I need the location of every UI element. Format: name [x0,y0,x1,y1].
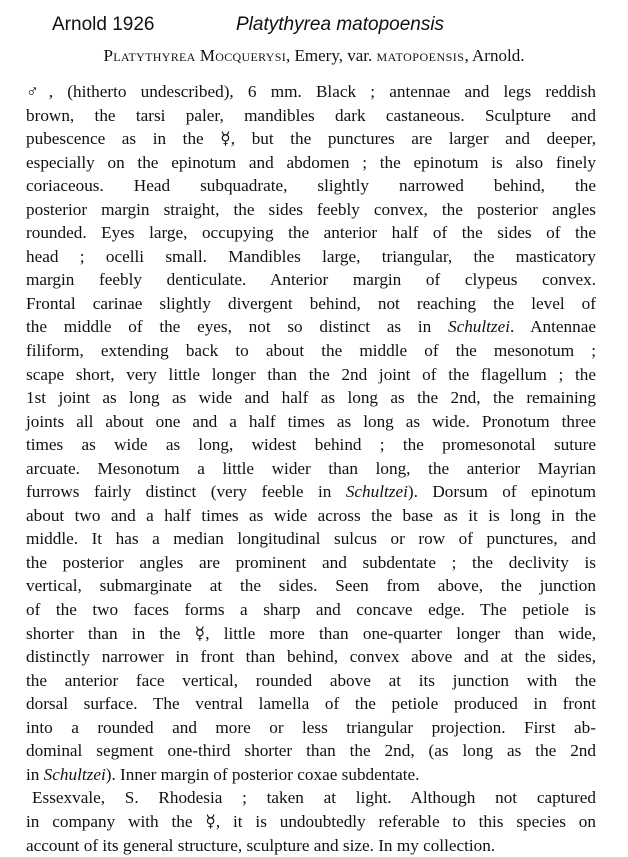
title-variety: MATOPOENSIS [377,50,465,64]
text-segment: coriaceous. Head subquadrate, slightly narrowed behind, the [26,176,596,195]
title-species: Mocquerysi [200,46,286,65]
text-line [26,433,596,457]
text-segment: brown, the tarsi paler, mandibles dark castaneous. Sculpture and [26,106,596,125]
text-segment: shorter than in the ☿, little more than one-quarter longer than wide, [26,624,596,643]
italic-text: Schultzei [448,317,510,336]
text-segment: dorsal surface. The ventral lamella of the petiole produced in front [26,694,596,713]
title-variety-author: , Arnold. [464,46,524,65]
text-line [26,315,596,339]
text-line [26,386,596,410]
text-line [26,692,596,716]
text-line [26,669,596,693]
text-segment: posterior margin straight, the sides feebly convex, the posterior angles [26,200,596,219]
text-line [26,410,596,434]
italic-text: Schultzei [44,765,106,784]
text-line [26,598,596,622]
text-line [26,622,596,646]
text-segment: about two and a half times as wide across the base as it is long in the [26,506,596,525]
taxon-title [0,45,628,68]
text-segment: distinctly narrower in front than behind, convex above and at the sides, [26,647,596,666]
text-line [26,480,596,504]
text-line [26,645,596,669]
text-line [26,221,596,245]
text-line [26,504,596,528]
text-segment: vertical, submarginate at the sides. Seen from above, the junction [26,576,596,595]
text-line [26,127,596,151]
header-author-year: Arnold 1926 [52,13,154,37]
text-line [26,198,596,222]
title-authority: , Emery, var. [286,46,376,65]
text-line [26,174,596,198]
text-line [26,339,596,363]
text-line [26,763,596,787]
text-line [26,574,596,598]
text-segment: middle. It has a median longitudinal sulcus or row of punctures, and [26,529,596,548]
text-line [26,245,596,269]
text-line [26,834,596,857]
text-segment: the anterior face vertical, rounded above at its junction with the [26,671,596,690]
text-segment: ). Inner margin of posterior coxae subdentate. [106,765,420,784]
text-segment: in [26,765,44,784]
text-line [26,151,596,175]
title-genus: Platythyrea [104,46,196,65]
text-segment: head ; ocelli small. Mandibles large, triangular, the masticatory [26,247,596,266]
text-segment: filiform, extending back to about the middle of the mesonotum ; [26,341,596,360]
text-segment: scape short, very little longer than the 2nd joint of the flagellum ; the [26,365,596,384]
text-segment: Frontal carinae slightly divergent behind, not reaching the level of [26,294,596,313]
text-line [26,268,596,292]
text-segment: 1st joint as long as wide and half as long as the 2nd, the remaining [26,388,596,407]
text-segment: dominal segment one-third shorter than the 2nd, (as long as the 2nd [26,741,596,760]
text-segment: joints all about one and a half times as long as wide. Pronotum three [26,412,596,431]
text-line [26,363,596,387]
text-line [26,786,596,810]
text-line [26,292,596,316]
text-line [26,457,596,481]
text-segment: furrows fairly distinct (very feeble in [26,482,346,501]
text-segment: arcuate. Mesonotum a little wider than long, the anterior Mayrian [26,459,596,478]
text-segment: of the two faces forms a sharp and concave edge. The petiole is [26,600,596,619]
text-segment: ). Dorsum of epinotum [408,482,596,501]
text-line [26,527,596,551]
text-segment: the posterior angles are prominent and subdentate ; the declivity is [26,553,596,572]
text-segment: in company with the ☿, it is undoubtedly referable to this species on [26,812,596,831]
text-segment: account of its general structure, sculpture and size. In my collection. [26,836,495,855]
text-line [26,551,596,575]
text-line [26,80,596,104]
text-segment: . Antennae [510,317,596,336]
header-species-name: Platythyrea matopoensis [236,13,444,37]
text-segment: into a rounded and more or less triangular projection. First ab- [26,718,596,737]
text-line [26,104,596,128]
italic-text: Schultzei [346,482,408,501]
text-segment: times as wide as long, widest behind ; the promesonotal suture [26,435,596,454]
text-segment: rounded. Eyes large, occupying the anterior half of the sides of the [26,223,596,242]
text-line [26,739,596,763]
text-line [26,716,596,740]
text-line [26,810,596,834]
text-segment: pubescence as in the ☿, but the punctures are larger and deeper, [26,129,596,148]
paragraph [26,786,596,857]
text-segment: Essexvale, S. Rhodesia ; taken at light. Although not captured [32,788,596,807]
text-segment: ♂, (hitherto undescribed), 6 mm. Black ; antennae and legs reddish [26,82,596,101]
text-segment: the middle of the eyes, not so distinct as in [26,317,448,336]
description-body [26,80,596,857]
text-segment: especially on the epinotum and abdomen ; the epinotum is also finely [26,153,596,172]
paragraph [26,80,596,786]
text-segment: margin feebly denticulate. Anterior margin of clypeus convex. [26,270,596,289]
